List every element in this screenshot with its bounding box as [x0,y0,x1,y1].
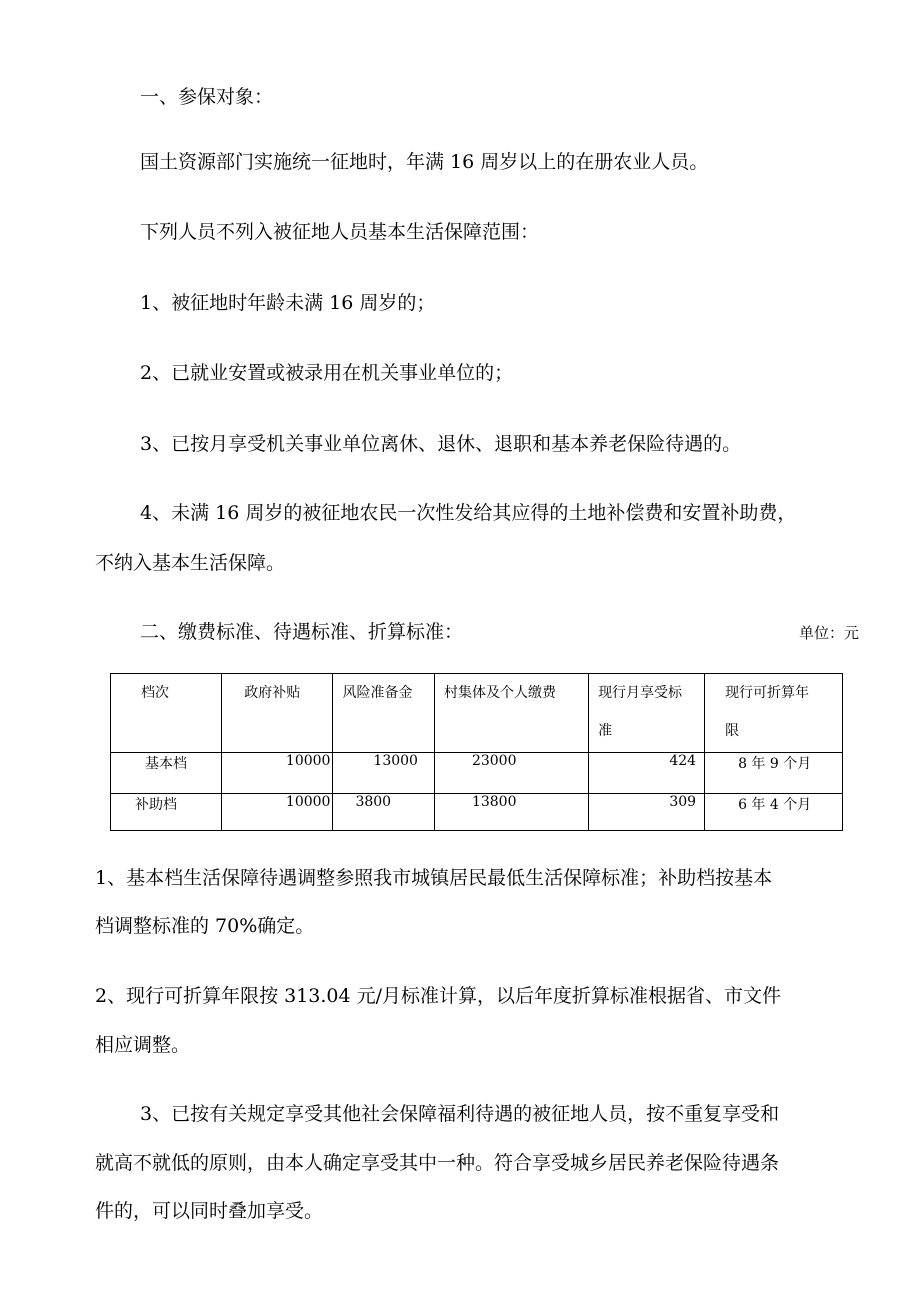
table-cell: 23000 [434,753,588,794]
header-monthly-standard: 现行月享受标 准 [589,674,705,753]
section1-paragraph-1: 国土资源部门实施统一征地时，年满 16 周岁以上的在册农业人员。 [140,151,709,173]
note-3-line-3: 件的，可以同时叠加享受。 [95,1200,324,1222]
unit-label: 单位：元 [799,624,860,642]
note-2-line-1: 2、现行可折算年限按 313.04 元/月标准计算，以后年度折算标准根据省、市文件 [95,985,782,1007]
table-cell: 309 [589,794,705,831]
table-row [111,753,843,794]
table-row [111,794,843,831]
table-cell: 补助档 [111,794,222,831]
table-cell: 基本档 [111,753,222,794]
table-cell: 8 年 9 个月 [705,753,843,794]
table-cell: 13000 [333,753,435,794]
exclusion-item-4-line-1: 4、未满 16 周岁的被征地农民一次性发给其应得的土地补偿费和安置补助费， [140,502,797,524]
note-1-line-1: 1、基本档生活保障待遇调整参照我市城镇居民最低生活保障标准；补助档按基本 [95,867,773,889]
header-collective-payment: 村集体及个人缴费 [434,674,588,753]
exclusion-item-3: 3、已按月享受机关事业单位离休、退休、退职和基本养老保险待遇的。 [140,433,742,455]
section2-heading: 二、缴费标准、待遇标准、折算标准： [140,621,464,643]
header-convertible-years: 现行可折算年 限 [705,674,843,753]
note-2-line-2: 相应调整。 [95,1034,191,1056]
note-1-line-2: 档调整标准的 70%确定。 [95,915,315,937]
exclusion-item-4-line-2: 不纳入基本生活保障。 [95,552,286,574]
exclusion-item-2: 2、已就业安置或被录用在机关事业单位的； [140,362,514,384]
table-cell: 6 年 4 个月 [705,794,843,831]
header-grade: 档次 [111,674,222,753]
section1-paragraph-2: 下列人员不列入被征地人员基本生活保障范围： [140,221,540,243]
header-gov-subsidy: 政府补贴 [222,674,333,753]
table-cell: 424 [589,753,705,794]
table-cell: 10000 [222,794,333,831]
header-risk-reserve: 风险准备金 [333,674,435,753]
exclusion-item-1: 1、被征地时年龄未满 16 周岁的； [140,292,436,314]
standards-table [110,673,843,831]
table-cell: 13800 [434,794,588,831]
table-header-row [111,674,843,753]
table-cell: 3800 [333,794,435,831]
table-cell: 10000 [222,753,333,794]
note-3-line-1: 3、已按有关规定享受其他社会保障福利待遇的被征地人员，按不重复享受和 [140,1103,780,1125]
section1-heading: 一、参保对象： [140,86,274,108]
note-3-line-2: 就高不就低的原则，由本人确定享受其中一种。符合享受城乡居民养老保险待遇条 [95,1152,780,1174]
